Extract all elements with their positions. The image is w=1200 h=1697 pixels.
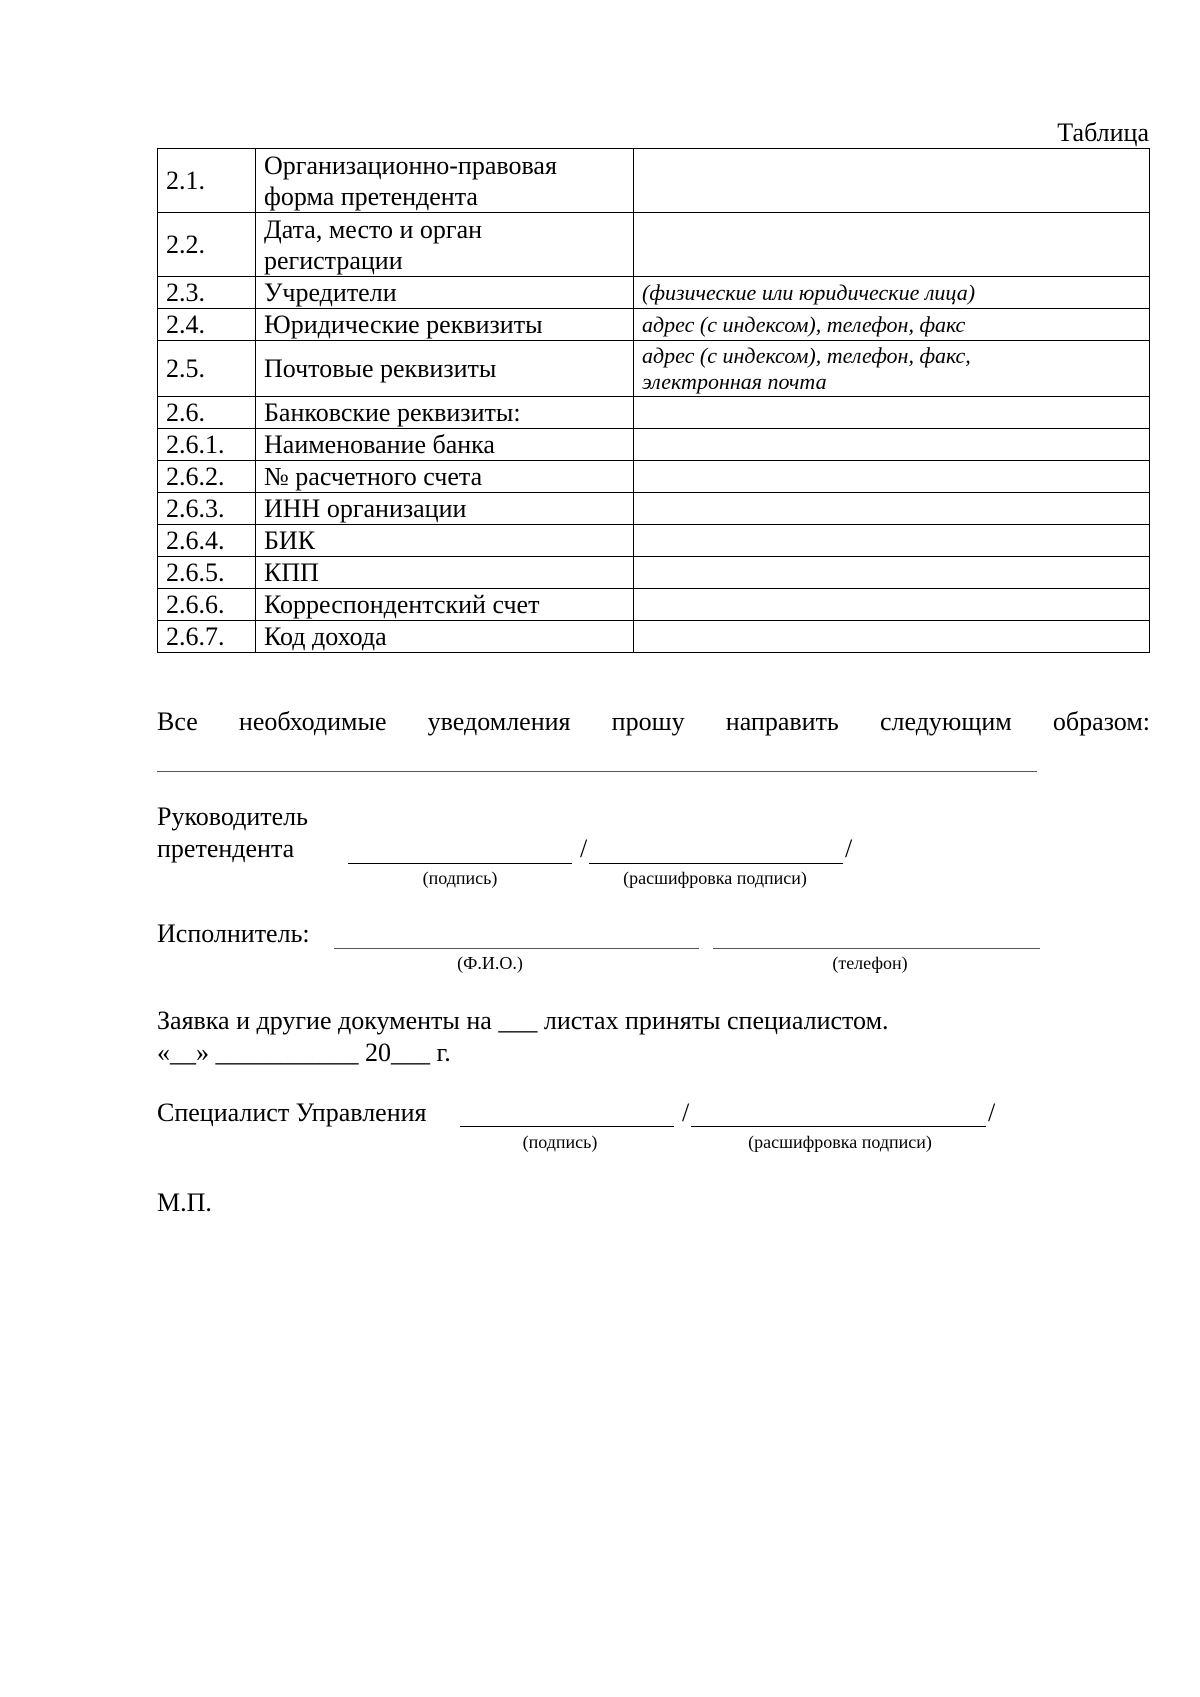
notify-line	[157, 771, 1037, 772]
row-label-line: форма претендента	[264, 181, 478, 211]
notify-text: Все необходимые уведомления прошу направить следующим образом:	[157, 707, 1150, 736]
row-label	[256, 621, 634, 653]
row-label-line: Юридические реквизиты	[264, 310, 543, 339]
row-number: 2.6.3.	[158, 493, 256, 525]
row-number: 2.5.	[158, 341, 256, 397]
row-number: 2.6.6.	[158, 589, 256, 621]
head-caption-signature: (подпись)	[422, 868, 498, 888]
executor-phone-line	[713, 948, 1040, 949]
executor-caption-phone: (телефон)	[832, 953, 908, 973]
row-label-line: регистрации	[264, 245, 403, 275]
table-row	[158, 621, 1150, 653]
row-label	[256, 213, 634, 277]
row-number: 2.6.1.	[158, 429, 256, 461]
specialist-caption-decoding: (расшифровка подписи)	[748, 1132, 932, 1152]
row-number: 2.4.	[158, 309, 256, 341]
specialist-signature-line	[460, 1126, 674, 1127]
row-label	[256, 309, 634, 341]
row-label	[256, 525, 634, 557]
table-row	[158, 397, 1150, 429]
specialist-decoding-line	[691, 1126, 986, 1127]
row-number: 2.1.	[158, 149, 256, 213]
row-value	[634, 557, 1150, 589]
head-label-line2: претендента	[157, 834, 295, 863]
row-value	[634, 397, 1150, 429]
row-value-hint: адрес (с индексом), телефон, факс,	[642, 342, 971, 368]
head-slash-2: /	[845, 834, 853, 863]
row-value	[634, 149, 1150, 213]
table-row	[158, 309, 1150, 341]
row-number: 2.6.7.	[158, 621, 256, 653]
row-number: 2.6.5.	[158, 557, 256, 589]
table-row	[158, 589, 1150, 621]
row-label-line: БИК	[264, 526, 316, 555]
row-number: 2.6.2.	[158, 461, 256, 493]
row-value	[634, 213, 1150, 277]
executor-name-line	[334, 948, 699, 949]
table-row	[158, 557, 1150, 589]
row-label	[256, 557, 634, 589]
row-label	[256, 461, 634, 493]
row-label-line: Почтовые реквизиты	[264, 354, 497, 383]
row-label	[256, 429, 634, 461]
head-caption-decoding: (расшифровка подписи)	[623, 868, 807, 888]
row-number: 2.3.	[158, 277, 256, 309]
row-number: 2.6.4.	[158, 525, 256, 557]
row-label-line: № расчетного счета	[264, 462, 483, 491]
row-value	[634, 493, 1150, 525]
row-label-line: Корреспондентский счет	[264, 590, 540, 619]
row-label	[256, 589, 634, 621]
row-value	[634, 309, 1150, 341]
requisites-table	[157, 148, 1150, 653]
head-signature-line	[348, 863, 572, 864]
executor-label: Исполнитель:	[157, 919, 310, 948]
row-value	[634, 429, 1150, 461]
row-label-line: Код дохода	[264, 622, 387, 651]
row-value	[634, 621, 1150, 653]
row-label-line: Наименование банка	[264, 430, 495, 459]
row-value	[634, 461, 1150, 493]
acceptance-date-line: «__» ___________ 20___ г.	[157, 1038, 451, 1067]
head-label-line1: Руководитель	[157, 802, 308, 831]
row-value	[634, 589, 1150, 621]
head-decoding-line	[589, 863, 843, 864]
specialist-caption-signature: (подпись)	[522, 1132, 598, 1152]
table-row	[158, 149, 1150, 213]
row-label-line: Дата, место и орган	[264, 214, 483, 244]
acceptance-line-1: Заявка и другие документы на ___ листах приняты специалистом.	[157, 1006, 889, 1035]
specialist-slash-1: /	[682, 1098, 690, 1127]
row-number: 2.2.	[158, 213, 256, 277]
row-label	[256, 277, 634, 309]
row-value-hint: адрес (с индексом), телефон, факс	[642, 311, 966, 337]
row-label-line: ИНН организации	[264, 494, 467, 523]
row-label	[256, 397, 634, 429]
row-number: 2.6.	[158, 397, 256, 429]
row-value	[634, 341, 1150, 397]
specialist-label: Специалист Управления	[157, 1098, 427, 1127]
row-label	[256, 341, 634, 397]
table-row	[158, 525, 1150, 557]
row-value-hint: (физические или юридические лица)	[642, 279, 976, 305]
table-row	[158, 213, 1150, 277]
executor-caption-name: (Ф.И.О.)	[457, 953, 523, 973]
table-row	[158, 277, 1150, 309]
row-value	[634, 525, 1150, 557]
table-row	[158, 461, 1150, 493]
head-slash-1: /	[580, 834, 588, 863]
row-label-line: Организационно-правовая	[264, 150, 557, 180]
row-label-line: Банковские реквизиты:	[264, 398, 521, 427]
table-row	[158, 429, 1150, 461]
row-label	[256, 149, 634, 213]
row-label-line: Учредители	[264, 278, 397, 307]
stamp-mark: М.П.	[157, 1188, 212, 1217]
table-caption: Таблица	[1057, 118, 1149, 147]
specialist-slash-2: /	[988, 1098, 996, 1127]
row-value-hint: электронная почта	[642, 368, 827, 394]
table-row	[158, 341, 1150, 397]
table-row	[158, 493, 1150, 525]
row-value	[634, 277, 1150, 309]
row-label-line: КПП	[264, 558, 319, 587]
row-label	[256, 493, 634, 525]
